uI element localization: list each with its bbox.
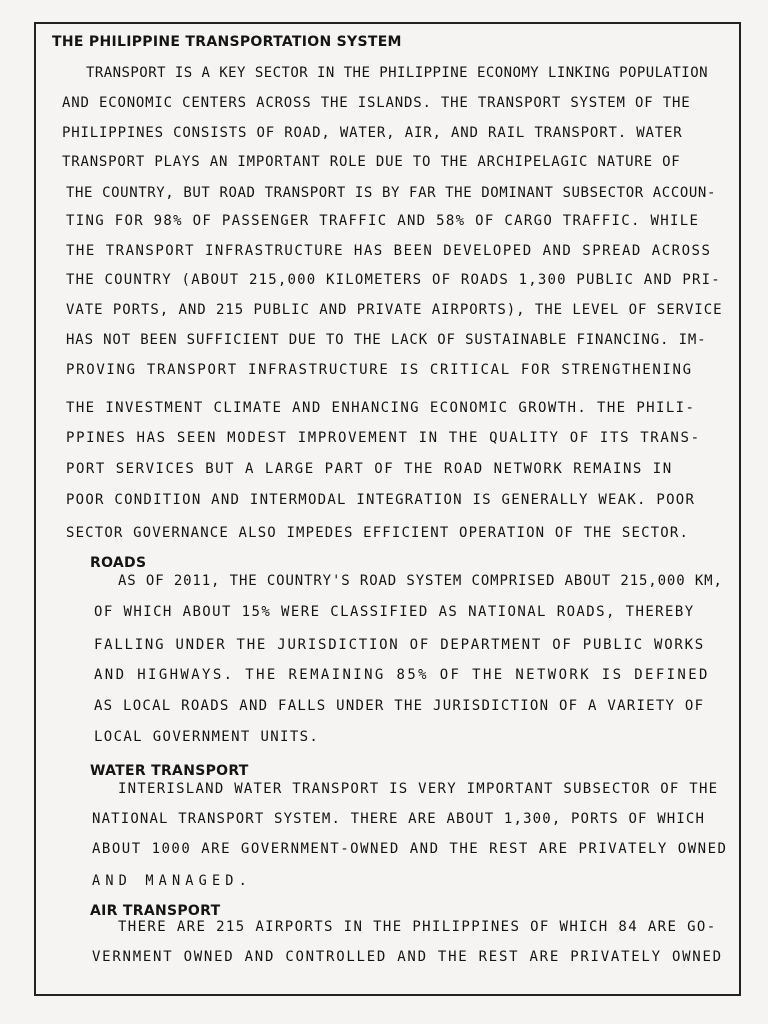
section-heading-roads: ROADS <box>90 555 147 571</box>
roads-line: OF WHICH ABOUT 15% WERE CLASSIFIED AS NATIONAL ROADS, THEREBY <box>94 604 695 620</box>
roads-line: LOCAL GOVERNMENT UNITS. <box>94 729 320 745</box>
intro-line: HAS NOT BEEN SUFFICIENT DUE TO THE LACK OF SUSTAINABLE FINANCING. IM- <box>66 332 707 348</box>
intro-line: PROVING TRANSPORT INFRASTRUCTURE IS CRITICAL FOR STRENGTHENING <box>66 362 693 378</box>
roads-line: AS LOCAL ROADS AND FALLS UNDER THE JURISDICTION OF A VARIETY OF <box>94 698 705 714</box>
intro-line: POOR CONDITION AND INTERMODAL INTEGRATION IS GENERALLY WEAK. POOR <box>66 492 696 508</box>
intro-line: PORT SERVICES BUT A LARGE PART OF THE ROAD NETWORK REMAINS IN <box>66 461 673 477</box>
water-line: NATIONAL TRANSPORT SYSTEM. THERE ARE ABOUT 1,300, PORTS OF WHICH <box>92 811 706 827</box>
intro-line: VATE PORTS, AND 215 PUBLIC AND PRIVATE AIRPORTS), THE LEVEL OF SERVICE <box>66 302 723 318</box>
roads-line: FALLING UNDER THE JURISDICTION OF DEPARTMENT OF PUBLIC WORKS <box>94 637 705 653</box>
intro-line: PHILIPPINES CONSISTS OF ROAD, WATER, AIR, AND RAIL TRANSPORT. WATER <box>62 125 683 141</box>
intro-line: TRANSPORT PLAYS AN IMPORTANT ROLE DUE TO THE ARCHIPELAGIC NATURE OF <box>62 154 681 170</box>
intro-line: THE COUNTRY, BUT ROAD TRANSPORT IS BY FAR THE DOMINANT SUBSECTOR ACCOUN- <box>66 185 716 201</box>
water-line: INTERISLAND WATER TRANSPORT IS VERY IMPORTANT SUBSECTOR OF THE <box>118 781 719 797</box>
intro-line: TING FOR 98% OF PASSENGER TRAFFIC AND 58% OF CARGO TRAFFIC. WHILE <box>66 213 700 229</box>
intro-line: TRANSPORT IS A KEY SECTOR IN THE PHILIPPINE ECONOMY LINKING POPULATION <box>86 65 708 81</box>
intro-line: THE INVESTMENT CLIMATE AND ENHANCING ECONOMIC GROWTH. THE PHILI- <box>66 400 696 416</box>
intro-line: THE TRANSPORT INFRASTRUCTURE HAS BEEN DEVELOPED AND SPREAD ACROSS <box>66 243 712 259</box>
intro-line: THE COUNTRY (ABOUT 215,000 KILOMETERS OF ROADS 1,300 PUBLIC AND PRI- <box>66 272 721 288</box>
air-line: VERNMENT OWNED AND CONTROLLED AND THE REST ARE PRIVATELY OWNED <box>92 949 723 965</box>
document-title: THE PHILIPPINE TRANSPORTATION SYSTEM <box>52 34 402 50</box>
roads-line: AS OF 2011, THE COUNTRY'S ROAD SYSTEM COMPRISED ABOUT 215,000 KM, <box>118 573 723 589</box>
intro-line: PPINES HAS SEEN MODEST IMPROVEMENT IN THE QUALITY OF ITS TRANS- <box>66 430 701 446</box>
intro-line: SECTOR GOVERNANCE ALSO IMPEDES EFFICIENT OPERATION OF THE SECTOR. <box>66 525 690 541</box>
section-heading-air-transport: AIR TRANSPORT <box>90 903 221 919</box>
intro-line: AND ECONOMIC CENTERS ACROSS THE ISLANDS. THE TRANSPORT SYSTEM OF THE <box>62 95 691 111</box>
water-line: ABOUT 1000 ARE GOVERNMENT-OWNED AND THE REST ARE PRIVATELY OWNED <box>92 841 728 857</box>
water-line: AND MANAGED. <box>92 873 252 889</box>
section-heading-water-transport: WATER TRANSPORT <box>90 763 249 779</box>
air-line: THERE ARE 215 AIRPORTS IN THE PHILIPPINES OF WHICH 84 ARE GO- <box>118 919 717 935</box>
roads-line: AND HIGHWAYS. THE REMAINING 85% OF THE NETWORK IS DEFINED <box>94 667 710 683</box>
